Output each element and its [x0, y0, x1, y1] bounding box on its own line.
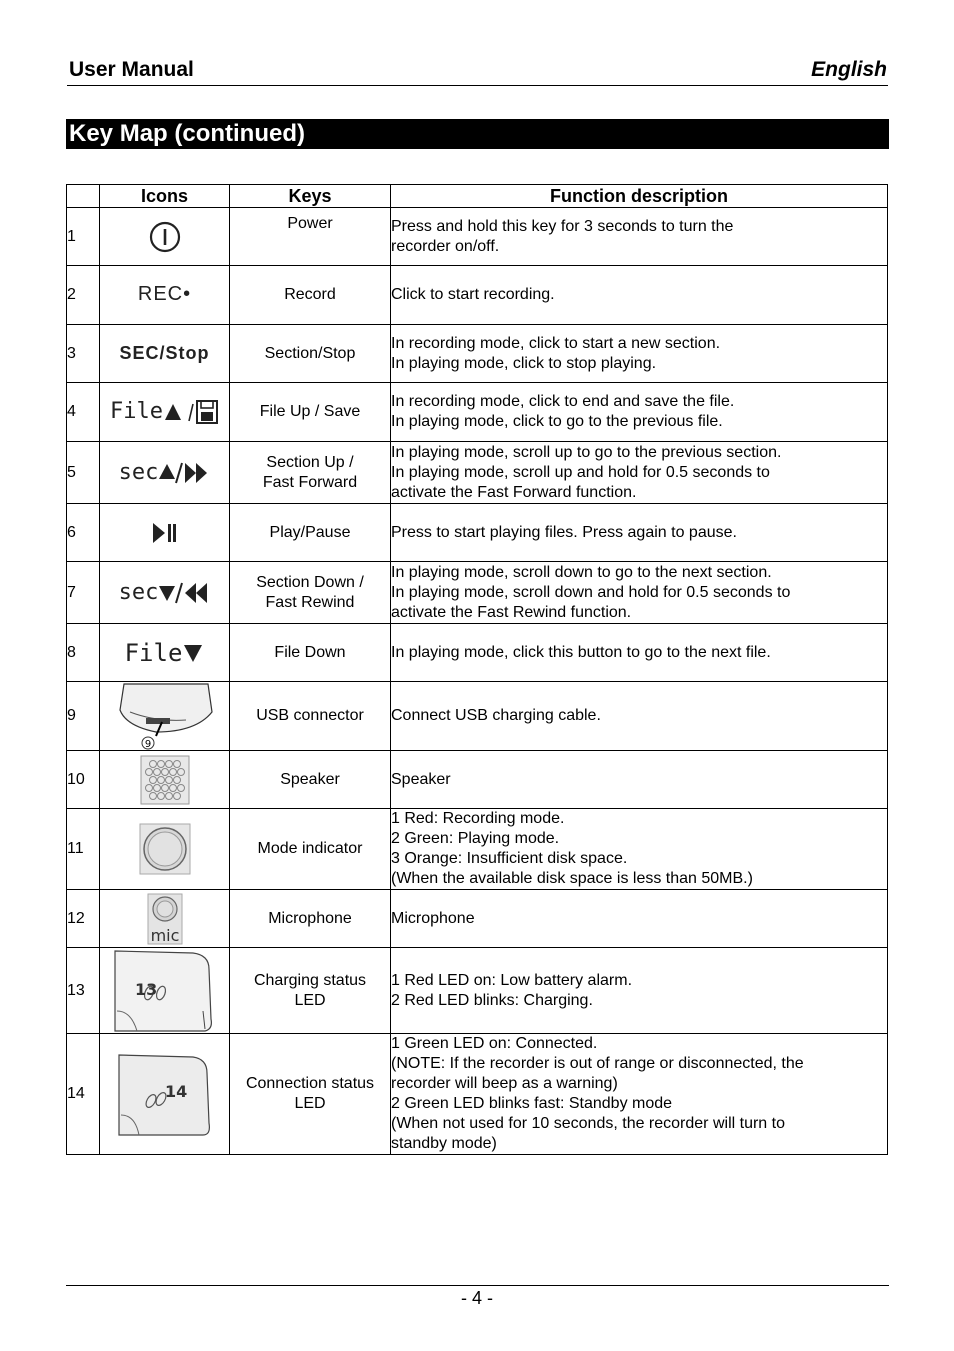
file-up-save-icon: File: [100, 398, 229, 426]
sec-stop-icon: SEC/Stop: [119, 342, 210, 363]
triangle-up-slash-floppy-icon: [163, 398, 219, 426]
sec-up-fast-forward-icon: sec: [100, 459, 229, 487]
svg-text:mic: mic: [150, 925, 179, 945]
row-number: 3: [67, 325, 100, 383]
header-cell-number: [67, 185, 100, 208]
table-row: [67, 504, 888, 562]
table-row: [67, 1034, 888, 1155]
key-name: Connection status LED: [230, 1034, 391, 1155]
function-description: 1 Red: Recording mode. 2 Green: Playing mode. 3 Orange: Insufficient disk space. (When the available disk space is less than 50MB.): [391, 809, 888, 890]
usb-connector-icon: [116, 682, 214, 750]
table-row: [67, 383, 888, 442]
svg-text:9: 9: [144, 739, 151, 750]
header-cell-function: Function description: [391, 185, 888, 208]
table-row: [67, 266, 888, 325]
triangle-up-fast-forward-icon: [158, 459, 210, 487]
function-description: In recording mode, click to start a new section. In playing mode, click to stop playing.: [391, 325, 888, 383]
key-name: File Up / Save: [230, 383, 391, 442]
key-name: File Down: [230, 624, 391, 682]
table-row: [67, 751, 888, 809]
row-number: 12: [67, 890, 100, 948]
sec-down-fast-rewind-icon: sec: [100, 579, 229, 607]
table-header-row: [67, 185, 888, 208]
microphone-icon: [147, 893, 183, 945]
header-language: English: [811, 58, 887, 81]
table-row: [67, 948, 888, 1034]
table-row: [67, 890, 888, 948]
row-number: 14: [67, 1034, 100, 1155]
key-name: Record: [230, 266, 391, 325]
row-number: 9: [67, 682, 100, 751]
key-name: Mode indicator: [230, 809, 391, 890]
power-icon: [148, 220, 182, 254]
function-description: Connect USB charging cable.: [391, 682, 888, 751]
header-cell-keys: Keys: [230, 185, 391, 208]
key-name: Section Up / Fast Forward: [230, 442, 391, 504]
header-title: User Manual: [69, 58, 194, 81]
function-description: In playing mode, click this button to go to the next file.: [391, 624, 888, 682]
triangle-down-fast-rewind-icon: [158, 579, 210, 607]
key-name: Power: [230, 208, 391, 266]
table-row: [67, 682, 888, 751]
header-cell-icons: Icons: [100, 185, 230, 208]
key-name: USB connector: [230, 682, 391, 751]
row-number: 5: [67, 442, 100, 504]
rec-icon: REC•: [137, 283, 192, 305]
table-row: [67, 325, 888, 383]
table-row: [67, 442, 888, 504]
function-description: Click to start recording.: [391, 266, 888, 325]
key-name: Speaker: [230, 751, 391, 809]
function-description: In playing mode, scroll down to go to the next section. In playing mode, scroll down and hold for 0.5 seconds to activate the Fast Rewind function.: [391, 562, 888, 624]
charging-status-led-icon: [113, 949, 217, 1033]
row-number: 2: [67, 266, 100, 325]
section-title-bar: [66, 119, 889, 149]
table-row: [67, 809, 888, 890]
row-number: 6: [67, 504, 100, 562]
key-map-table: [66, 184, 888, 1155]
function-description: In playing mode, scroll up to go to the previous section. In playing mode, scroll up and hold for 0.5 seconds to activate the Fast Forward function.: [391, 442, 888, 504]
key-name: Microphone: [230, 890, 391, 948]
row-number: 4: [67, 383, 100, 442]
key-name: Charging status LED: [230, 948, 391, 1034]
speaker-icon: [140, 755, 190, 805]
page-header: [67, 56, 888, 86]
row-number: 10: [67, 751, 100, 809]
file-down-icon: File: [100, 641, 229, 665]
page-number: - 4 -: [460, 1288, 493, 1308]
table-row: [67, 624, 888, 682]
connection-status-led-icon: [115, 1051, 215, 1137]
key-name: Play/Pause: [230, 504, 391, 562]
section-title: Key Map (continued): [69, 120, 306, 147]
row-number: 7: [67, 562, 100, 624]
table-row: [67, 208, 888, 266]
mode-indicator-icon: [139, 823, 191, 875]
function-description: 1 Red LED on: Low battery alarm. 2 Red LED blinks: Charging.: [391, 948, 888, 1034]
key-name: Section Down / Fast Rewind: [230, 562, 391, 624]
row-number: 8: [67, 624, 100, 682]
function-description: Microphone: [391, 890, 888, 948]
row-number: 1: [67, 208, 100, 266]
footer-rule: [66, 1285, 889, 1286]
function-description: In recording mode, click to end and save the file. In playing mode, click to go to the previous file.: [391, 383, 888, 442]
row-number: 11: [67, 809, 100, 890]
play-pause-icon: [151, 521, 179, 545]
function-description: Speaker: [391, 751, 888, 809]
key-name: Section/Stop: [230, 325, 391, 383]
svg-text:13: 13: [134, 979, 157, 999]
table-row: [67, 562, 888, 624]
function-description: Press to start playing files. Press again to pause.: [391, 504, 888, 562]
function-description: Press and hold this key for 3 seconds to turn the recorder on/off.: [391, 208, 888, 266]
triangle-down-icon: [182, 641, 204, 665]
row-number: 13: [67, 948, 100, 1034]
svg-text:14: 14: [164, 1082, 187, 1101]
function-description: 1 Green LED on: Connected. (NOTE: If the recorder is out of range or disconnected, the recorder will beep as a warning) 2 Green LED blinks fast: Standby mode (When not used for 10 seconds, the recorder will turn to standby mode): [391, 1034, 888, 1155]
